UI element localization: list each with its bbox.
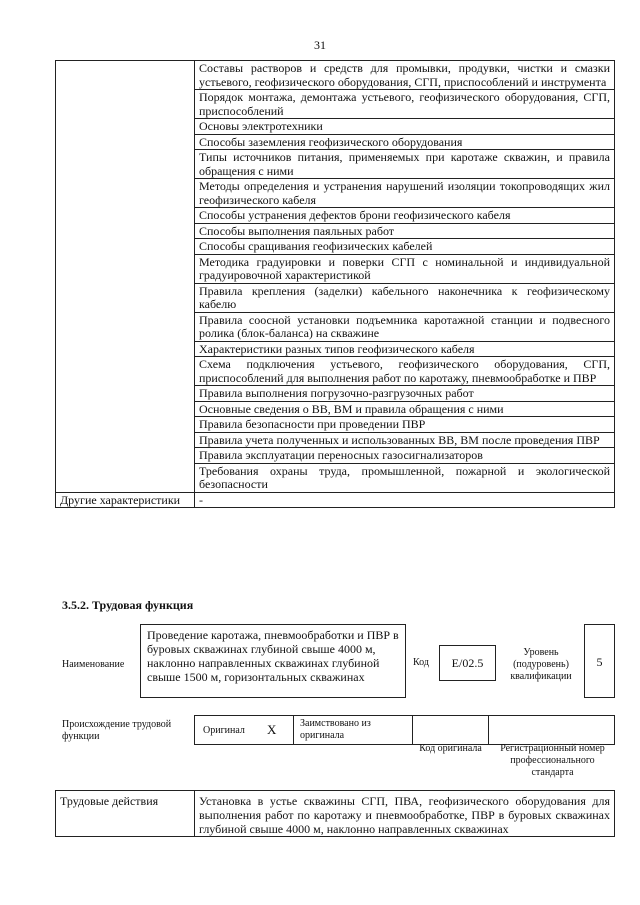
knowledge-item: Типы источников питания, применяемых при каротаже скважин, и правила обращения с ними: [195, 150, 615, 179]
origin-reg-cell: [488, 715, 615, 745]
actions-table: [55, 790, 615, 837]
knowledge-item: Основные сведения о ВВ, ВМ и правила обращения с ними: [195, 401, 615, 417]
origin-original-label: Оригинал: [203, 725, 245, 736]
function-code-value: E/02.5: [451, 656, 484, 670]
knowledge-item: Схема подключения устьевого, геофизического оборудования, СГП, приспособлений для выполнения работ по каротажу, пневмообработке и ПВР: [195, 357, 615, 386]
name-label: Наименование: [62, 659, 125, 670]
knowledge-item: Методы определения и устранения нарушений изоляции токопроводящих жил геофизического кабеля: [195, 179, 615, 208]
origin-label: Происхождение трудовой функции: [62, 719, 172, 742]
origin-borrowed-cell: [293, 715, 413, 745]
origin-code-cell: [412, 715, 489, 745]
origin-reg-caption: Регистрационный номер профессионального стандарта: [500, 743, 605, 778]
origin-original-cell: [194, 715, 294, 745]
knowledge-row: [56, 61, 615, 90]
knowledge-item: Способы выполнения паяльных работ: [195, 223, 615, 239]
knowledge-item: Правила соосной установки подъемника каротажной станции и подвесного ролика (блок-баланса) на скважине: [195, 312, 615, 341]
function-code-box: [439, 645, 496, 681]
actions-row: [56, 791, 615, 837]
knowledge-item: Основы электротехники: [195, 119, 615, 135]
actions-label: Трудовые действия: [56, 791, 195, 837]
knowledge-left-cell: [56, 61, 195, 493]
knowledge-item: Способы заземления геофизического оборудования: [195, 134, 615, 150]
level-value: 5: [596, 655, 603, 669]
level-label: Уровень (подуровень) квалификации: [510, 647, 572, 682]
origin-borrowed-label: Заимствовано из оригинала: [300, 718, 371, 741]
knowledge-item: Правила учета полученных и использованных ВВ, ВМ после проведения ПВР: [195, 432, 615, 448]
knowledge-item: Требования охраны труда, промышленной, пожарной и экологической безопасности: [195, 463, 615, 492]
knowledge-item: Способы устранения дефектов брони геофизического кабеля: [195, 208, 615, 224]
knowledge-item: Правила безопасности при проведении ПВР: [195, 417, 615, 433]
level-box: [584, 624, 615, 698]
knowledge-table: [55, 60, 615, 508]
origin-code-caption: Код оригинала: [419, 743, 482, 754]
section-title: 3.5.2. Трудовая функция: [62, 598, 194, 612]
knowledge-item: Способы сращивания геофизических кабелей: [195, 239, 615, 255]
knowledge-table-body: [56, 61, 615, 493]
knowledge-item: Составы растворов и средств для промывки, продувки, чистки и смазки устьевого, геофизического оборудования, СГП, приспособлений и инструмента: [195, 61, 615, 90]
origin-original-mark: X: [267, 722, 277, 737]
function-name-box: [140, 624, 406, 698]
knowledge-item: Правила эксплуатации переносных газосигнализаторов: [195, 448, 615, 464]
page-number: 31: [314, 38, 326, 52]
other-characteristics-value: -: [195, 492, 615, 508]
knowledge-item: Характеристики разных типов геофизического кабеля: [195, 341, 615, 357]
knowledge-item: Методика градуировки и поверки СГП с номинальной и индивидуальной градуировочной характеристикой: [195, 254, 615, 283]
knowledge-item: Правила выполнения погрузочно-разгрузочных работ: [195, 386, 615, 402]
function-name-value: Проведение каротажа, пневмообработки и ПВР в буровых скважинах глубиной свыше 4000 м, наклонно направленных скважинах глубиной свыше 1500 м, горизонтальных скважинах: [147, 628, 399, 684]
knowledge-item: Порядок монтажа, демонтажа устьевого, геофизического оборудования, СГП, приспособлений: [195, 90, 615, 119]
other-characteristics-label: Другие характеристики: [56, 492, 195, 508]
other-characteristics-row: [56, 492, 615, 508]
actions-item: Установка в устье скважины СГП, ПВА, геофизического оборудования для выполнения работ по каротажу и пневмообработке, ПВР в буровых скважинах глубиной свыше 4000 м, наклонно направленных скважинах: [195, 791, 615, 837]
knowledge-item: Правила крепления (заделки) кабельного наконечника к геофизическому кабелю: [195, 283, 615, 312]
code-label: Код: [413, 657, 429, 668]
